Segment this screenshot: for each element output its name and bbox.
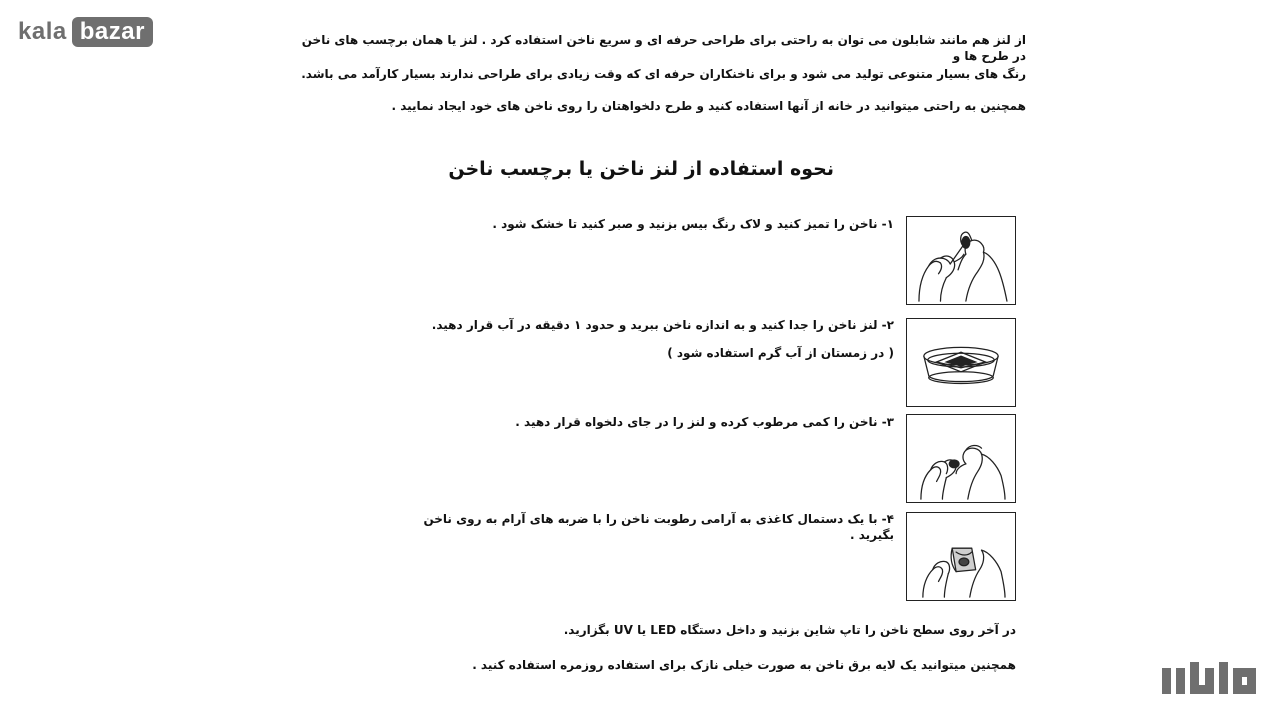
logo-kala-text: kala	[18, 18, 67, 45]
step-1-text: ۱- ناخن را تمیز کنید و لاک رنگ بیس بزنید و صبر کنید تا خشک شود .	[492, 217, 894, 231]
logo-bazar-text: bazar	[72, 17, 153, 47]
intro-line-1: از لنز هم مانند شابلون می توان به راحتی برای طراحی حرفه ای و سریع ناخن استفاده کرد . لنز یا همان برچسب های ناخن در طرح ها و	[301, 33, 1026, 63]
step-4-text: ۴- با یک دستمال کاغذی به آرامی رطوبت ناخن را با ضربه های آرام به روی ناخن بگیرید .	[423, 512, 894, 542]
closing-line-2: همچنین میتوانید یک لایه برق ناخن به صورت خیلی نازک برای استفاده روزمره استفاده کنید .	[472, 658, 1016, 672]
water-bowl-icon	[906, 318, 1016, 407]
hands-applying-polish-icon	[906, 216, 1016, 305]
step-2-note: ( در زمستان از آب گرم استفاده شود )	[667, 346, 894, 360]
step-2-text: ۲- لنز ناخن را جدا کنید و به اندازه ناخن ببرید و حدود ۱ دقیقه در آب قرار دهید.	[431, 318, 894, 332]
intro-line-2: رنگ های بسیار متنوعی تولید می شود و برای ناخنکاران حرفه ای که وقت زیادی برای طراحی ندارند بسیار کارآمد می باشد.	[301, 67, 1026, 81]
hands-pressing-tissue-icon	[906, 512, 1016, 601]
step-3-text: ۳- ناخن را کمی مرطوب کرده و لنز را در جای دلخواه قرار دهید .	[515, 415, 894, 429]
section-heading: نحوه استفاده از لنز ناخن یا برچسب ناخن	[448, 158, 834, 180]
intro-line-3: همچنین به راحتی میتوانید در خانه از آنها استفاده کنید و طرح دلخواهتان را روی ناخن های خود ایجاد نمایید .	[391, 99, 1026, 113]
kalabazar-persian-logo-icon	[1162, 662, 1256, 696]
closing-line-1: در آخر روی سطح ناخن را تاپ شاین بزنید و داخل دستگاه LED یا UV بگزارید.	[563, 623, 1016, 637]
hands-placing-sticker-icon	[906, 414, 1016, 503]
brand-logo	[18, 17, 153, 47]
